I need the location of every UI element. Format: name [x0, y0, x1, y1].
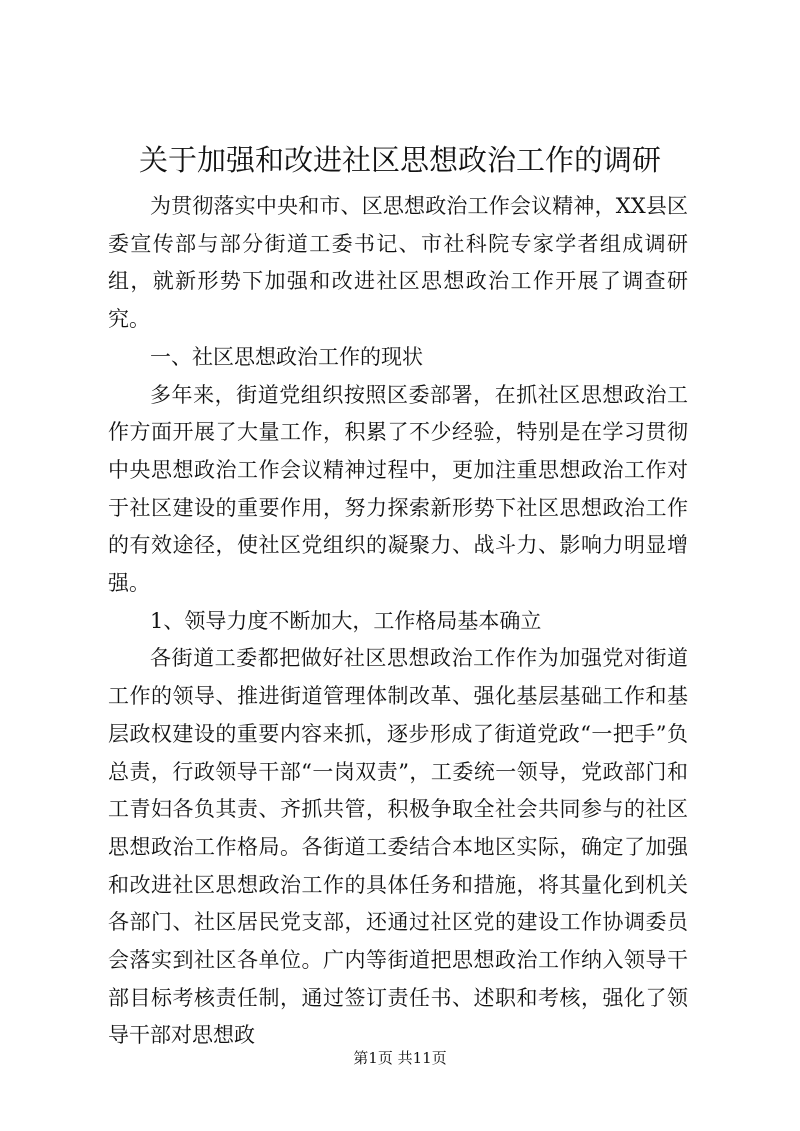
document-body — [108, 188, 688, 1055]
page-footer: 第1页 共11页 — [353, 1049, 447, 1067]
paragraph-leadership: 各街道工委都把做好社区思想政治工作作为加强党对街道工作的领导、推进街道管理体制改革、强化基层基础工作和基层政权建设的重要内容来抓，逐步形成了街道党政“一把手”负总责，行政领导干部“一岗双责”，工委统一领导，党政部门和工青妇各负其责、齐抓共管，积极争取全社会共同参与的社区思想政治工作格局。各街道工委结合本地区实际，确定了加强和改进社区思想政治工作的具体任务和措施，将其量化到机关各部门、社区居民党支部，还通过社区党的建设工作协调委员会落实到社区各单位。广内等街道把思想政治工作纳入领导干部目标考核责任制，通过签订责任书、述职和考核，强化了领导干部对思想政 — [108, 646, 688, 1048]
section-heading-status: 一、社区思想政治工作的现状 — [150, 344, 423, 369]
paragraph-intro: 为贯彻落实中央和市、区思想政治工作会议精神，XX县区委宣传部与部分街道工委书记、市社科院专家学者组成调研组，就新形势下加强和改进社区思想政治工作开展了调查研究。 — [108, 194, 688, 332]
subsection-heading-leadership: 1、领导力度不断加大，工作格局基本确立 — [150, 608, 542, 633]
paragraph-status: 多年来，街道党组织按照区委部署，在抓社区思想政治工作方面开展了大量工作，积累了不少经验，特别是在学习贯彻中央思想政治工作会议精神过程中，更加注重思想政治工作对于社区建设的重要作用，努力探索新形势下社区思想政治工作的有效途径，使社区党组织的凝聚力、战斗力、影响力明显增强。 — [108, 382, 688, 596]
document-title: 关于加强和改进社区思想政治工作的调研 — [138, 143, 661, 177]
